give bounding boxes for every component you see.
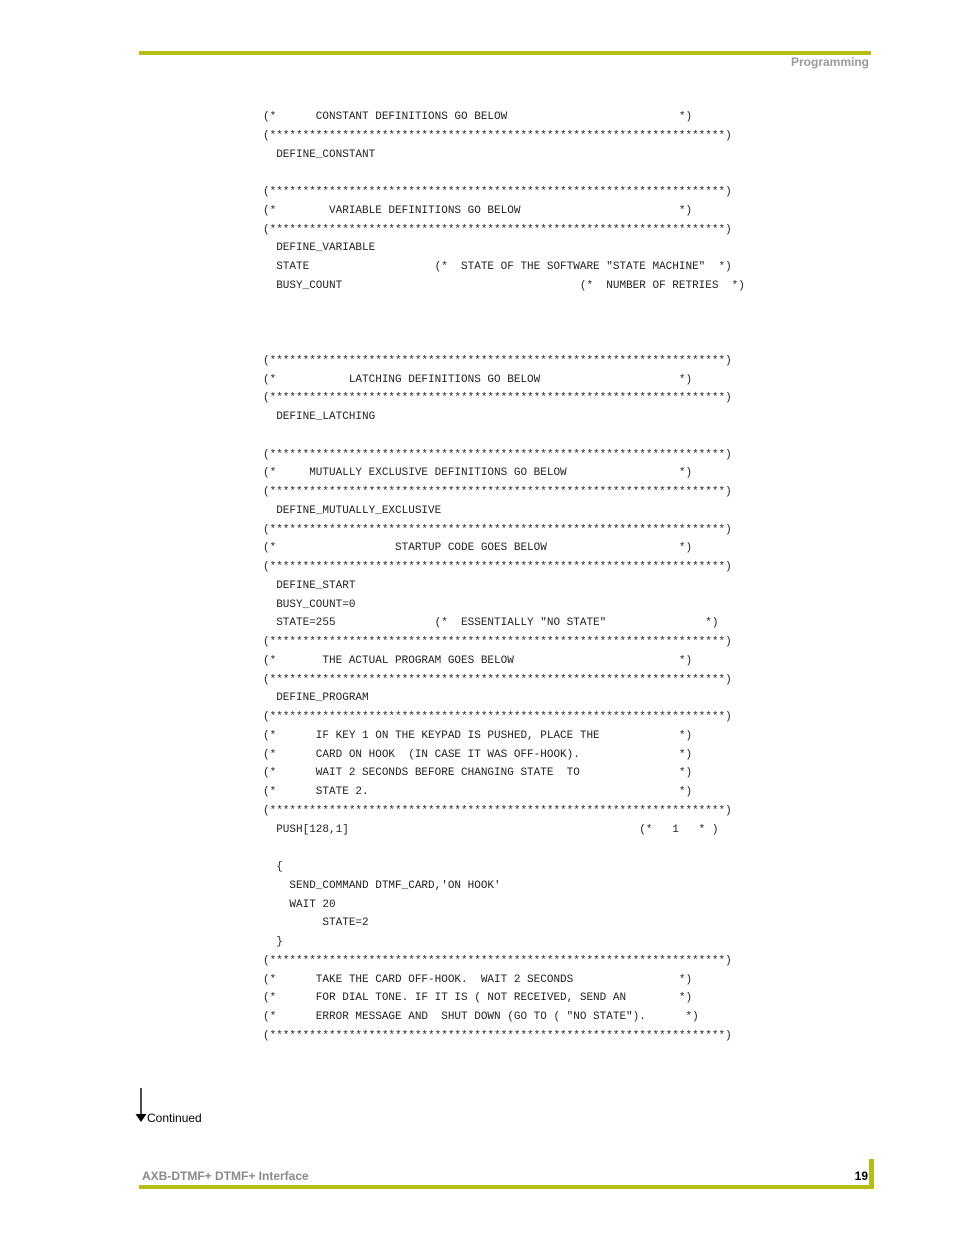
code-listing: [263, 108, 745, 1046]
continued-label: Continued: [147, 1111, 202, 1125]
footer-doc-title: AXB-DTMF+ DTMF+ Interface: [142, 1169, 309, 1183]
page-number: 19: [854, 1169, 868, 1183]
code-line: (*********************************************************************): [263, 186, 732, 198]
down-arrow-icon: [134, 1088, 148, 1124]
code-line: (* ERROR MESSAGE AND SHUT DOWN (GO TO ( "NO STATE"). *): [263, 1011, 699, 1023]
code-line: STATE=255 (* ESSENTIALLY "NO STATE" *): [263, 617, 719, 630]
code-line: (* STATE 2. *): [263, 786, 693, 798]
footer-rule: [139, 1185, 874, 1189]
code-line: SEND_COMMAND DTMF_CARD,'ON HOOK': [263, 879, 501, 892]
header-rule: [139, 51, 871, 55]
code-line: (*********************************************************************): [263, 1029, 732, 1042]
code-line: (*********************************************************************): [263, 448, 732, 461]
code-line: (*********************************************************************): [263, 636, 732, 648]
code-line: PUSH[128,1] (* 1 * ): [263, 823, 719, 836]
code-line: (*********************************************************************): [263, 223, 732, 236]
code-line: (* FOR DIAL TONE. IF IT IS ( NOT RECEIVED, SEND AN *): [263, 992, 693, 1005]
code-line: BUSY_COUNT (* NUMBER OF RETRIES *): [263, 279, 745, 292]
code-line: (*********************************************************************): [263, 392, 732, 405]
code-line: (*********************************************************************): [263, 954, 732, 967]
code-line: (*********************************************************************): [263, 804, 732, 817]
code-line: STATE (* STATE OF THE SOFTWARE "STATE MACHINE" *): [263, 261, 732, 273]
code-line: (* CARD ON HOOK (IN CASE IT WAS OFF-HOOK). *): [263, 748, 693, 761]
code-line: DEFINE_CONSTANT: [263, 148, 376, 161]
code-line: (* TAKE THE CARD OFF-HOOK. WAIT 2 SECONDS *): [263, 973, 693, 986]
code-line: (* MUTUALLY EXCLUSIVE DEFINITIONS GO BELOW *): [263, 467, 693, 480]
code-line: STATE=2: [263, 917, 369, 930]
code-line: (*********************************************************************): [263, 561, 732, 573]
code-line: DEFINE_MUTUALLY_EXCLUSIVE: [263, 504, 442, 517]
code-line: (* WAIT 2 SECONDS BEFORE CHANGING STATE TO *): [263, 767, 693, 780]
code-line: (* CONSTANT DEFINITIONS GO BELOW *): [263, 111, 693, 123]
code-line: BUSY_COUNT=0: [263, 598, 356, 611]
code-line: (* VARIABLE DEFINITIONS GO BELOW *): [263, 204, 693, 217]
code-line: DEFINE_PROGRAM: [263, 692, 369, 705]
code-line: DEFINE_LATCHING: [263, 411, 376, 423]
code-line: DEFINE_START: [263, 579, 356, 592]
code-line: (* STARTUP CODE GOES BELOW *): [263, 542, 693, 555]
code-line: (*********************************************************************): [263, 354, 732, 367]
code-line: (*********************************************************************): [263, 486, 732, 498]
code-line: }: [263, 936, 283, 948]
code-line: DEFINE_VARIABLE: [263, 242, 376, 255]
code-line: (*********************************************************************): [263, 711, 732, 723]
code-line: (* THE ACTUAL PROGRAM GOES BELOW *): [263, 654, 693, 667]
code-line: {: [263, 861, 283, 873]
code-line: (*********************************************************************): [263, 129, 732, 142]
section-title: Programming: [790, 55, 869, 69]
code-line: (* IF KEY 1 ON THE KEYPAD IS PUSHED, PLACE THE *): [263, 729, 693, 742]
code-line: (*********************************************************************): [263, 673, 732, 686]
code-line: (*********************************************************************): [263, 523, 732, 536]
code-line: (* LATCHING DEFINITIONS GO BELOW *): [263, 373, 693, 386]
code-line: WAIT 20: [263, 898, 336, 911]
